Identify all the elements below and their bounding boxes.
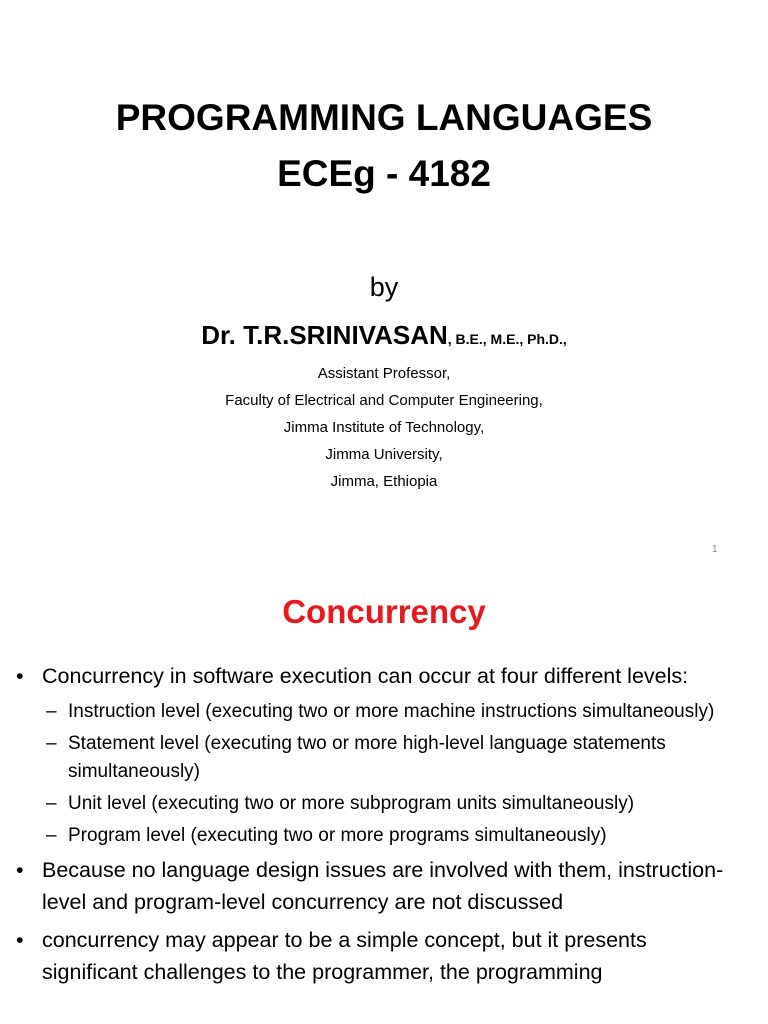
- bullet-icon: •: [16, 664, 24, 688]
- bullet-item: [0, 924, 768, 988]
- sub-bullet-item: [0, 790, 768, 818]
- title-line-1: PROGRAMMING LANGUAGES: [115, 97, 653, 138]
- dash-icon: –: [46, 793, 57, 814]
- author-degrees: , B.E., M.E., Ph.D.,: [447, 331, 567, 347]
- bullet-icon: •: [16, 928, 24, 952]
- sub-bullet-text: Instruction level (executing two or more machine instructions simultaneously): [68, 701, 715, 722]
- bullet-item: [0, 660, 768, 692]
- slide-body: [0, 660, 768, 994]
- sub-bullet-item: [0, 730, 768, 786]
- dash-icon: –: [46, 825, 57, 846]
- affiliation-line: Jimma University,: [325, 446, 443, 463]
- bullet-text: Concurrency in software execution can occur at four different levels:: [42, 664, 689, 688]
- affiliation-line: Jimma Institute of Technology,: [283, 419, 485, 436]
- affiliation-line: Assistant Professor,: [317, 365, 451, 382]
- dash-icon: –: [46, 733, 57, 754]
- title-line-2: ECEg - 4182: [277, 153, 491, 194]
- author-name: Dr. T.R.SRINIVASAN: [201, 320, 448, 350]
- concurrency-slide: [0, 576, 768, 1024]
- sub-bullet-text: Program level (executing two or more programs simultaneously): [68, 825, 607, 846]
- sub-bullet-text: Statement level (executing two or more high-level language statements simultaneously): [68, 733, 666, 782]
- slide-heading: Concurrency: [282, 593, 486, 630]
- bullet-text: concurrency may appear to be a simple concept, but it presents significant challenges to the programmer, the programming: [42, 928, 647, 984]
- author: [0, 320, 768, 351]
- slide-title: [0, 90, 768, 202]
- bullet-icon: •: [16, 858, 24, 882]
- sub-bullet-item: [0, 822, 768, 850]
- by-label: by: [369, 272, 399, 302]
- sub-bullet-text: Unit level (executing two or more subprogram units simultaneously): [68, 793, 635, 814]
- bullet-text: Because no language design issues are involved with them, instruction-level and program-level concurrency are not discussed: [42, 858, 724, 914]
- page-number: 1: [712, 544, 718, 555]
- bullet-item: [0, 854, 768, 918]
- dash-icon: –: [46, 701, 57, 722]
- affiliation-line: Jimma, Ethiopia: [330, 473, 438, 490]
- affiliation: [0, 360, 768, 495]
- sub-bullet-item: [0, 698, 768, 726]
- affiliation-line: Faculty of Electrical and Computer Engineering,: [225, 392, 543, 409]
